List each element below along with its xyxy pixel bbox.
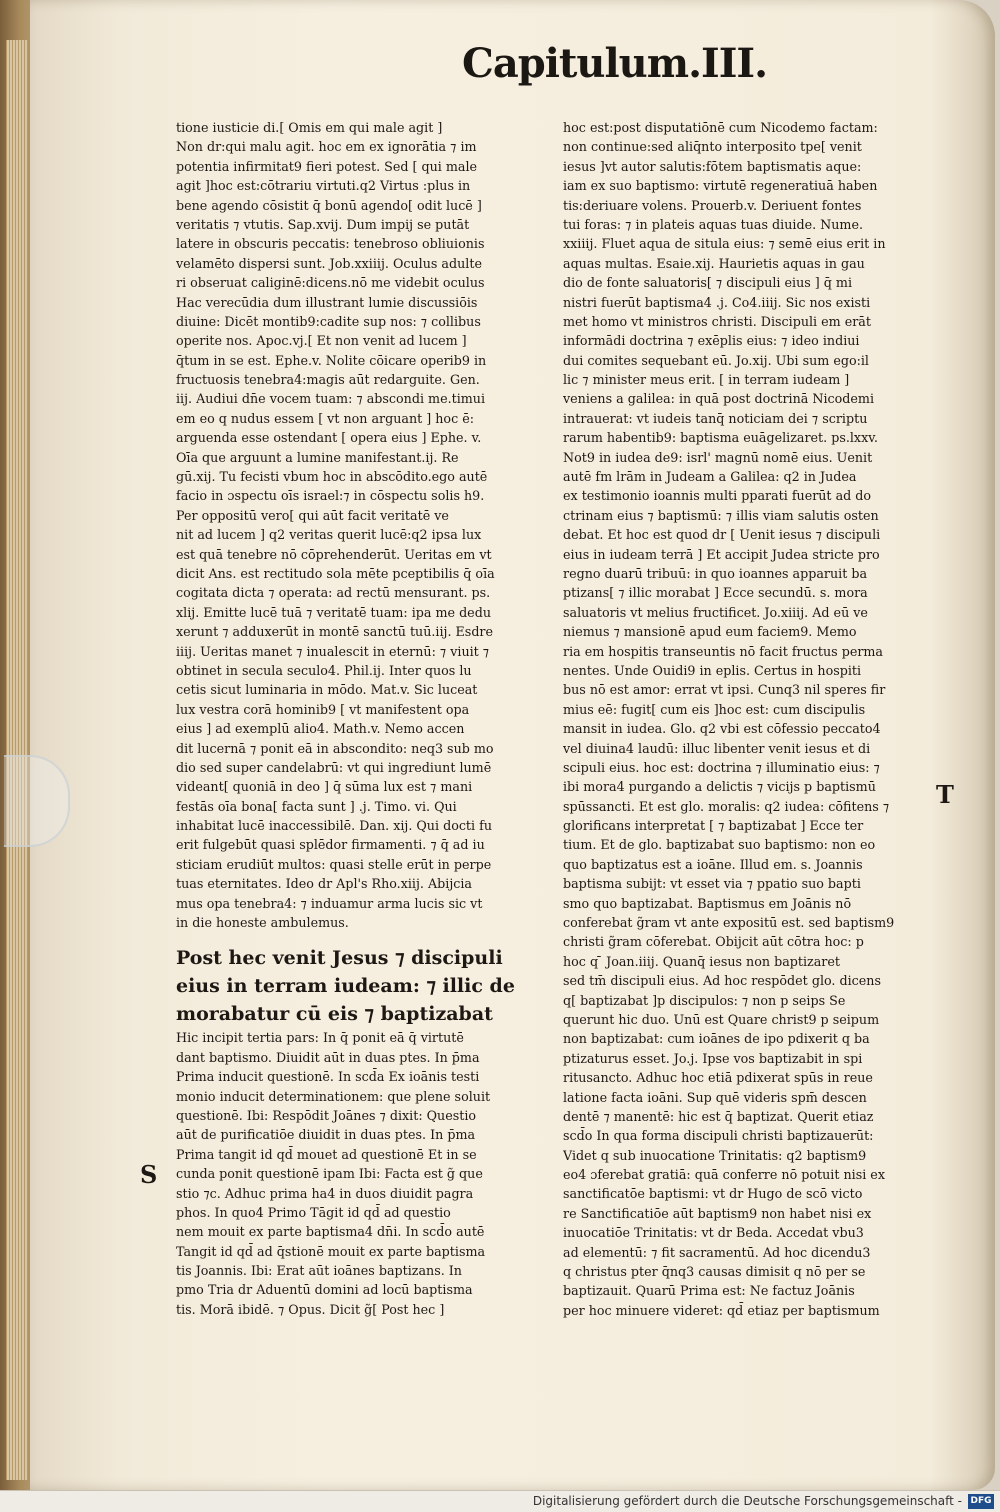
text-line: morabatur cū eis ⁊ baptizabat (176, 1003, 493, 1026)
text-line: Oīa que arguunt a lumine manifestant.ij. Re (176, 449, 459, 465)
text-line: inuocatiōe Trinitatis: vt dr Beda. Accedat vbu3 (563, 1225, 864, 1241)
text-line: ad elementū: ⁊ fit sacramentū. Ad hoc dicendu3 (563, 1244, 871, 1260)
text-line: aquas multas. Esaie.xij. Haurietis aquas in gau (563, 255, 865, 271)
text-line: q[ baptizabat ]p discipulos: ⁊ non p seips Se (563, 992, 846, 1008)
text-line: niemus ⁊ mansionē apud eum faciem9. Memo (563, 624, 857, 640)
text-line: intrauerat: vt iudeis tanq̄ noticiam dei ⁊ scriptu (563, 410, 868, 426)
text-line: ibi mora4 purgando a delictis ⁊ vicijs p baptismū (563, 779, 876, 795)
text-line: xerunt ⁊ adduxerūt in montē sanctū tuū.iij. Esdre (176, 624, 494, 640)
text-line: in die honeste ambulemus. (176, 915, 349, 931)
text-line: inhabitat lucē inaccessibilē. Dan. xij. Qui docti fu (176, 818, 492, 834)
text-line: festās oīa bona[ facta sunt ] .j. Timo. vi. Qui (176, 798, 457, 814)
text-line: Non dr:qui malu agit. hoc em ex ignorātia ⁊ im (176, 139, 477, 155)
footer-bar (0, 1490, 1000, 1512)
text-line: veniens a galilea: in quā post doctrinā Nicodemi (563, 391, 874, 407)
bookmark-clip (4, 755, 70, 847)
text-line: dant baptismo. Diuidit aūt in duas ptes. In p̄ma (176, 1049, 480, 1065)
text-line: vel diuina4 laudū: illuc libenter venit iesus et di (563, 740, 871, 756)
text-line: scipuli eius. hoc est: doctrina ⁊ illuminatio eius: ⁊ (563, 759, 880, 775)
text-line: tium. Et de glo. baptizabat suo baptismo: non eo (563, 837, 876, 853)
text-line: iam ex suo baptismo: virtutē regeneratiuā haben (563, 178, 878, 194)
text-line: bus nō est amor: errat vt ipsi. Cunq3 nil speres fir (563, 682, 886, 698)
text-line: xxiiij. Fluet aqua de situla eius: ⁊ semē eius erit in (563, 236, 886, 252)
text-line: Per oppositū vero[ qui aūt facit veritatē ve (176, 507, 449, 523)
text-line: ptizaturus esset. Jo.j. Ipse vos baptizabit in spi (563, 1050, 863, 1066)
text-line: non continue:sed aliq̄nto interposito tpe[ venit (563, 139, 862, 155)
text-line: dicit Ans. est rectitudo sola mēte pceptibilis q̄ oīa (176, 565, 495, 581)
text-line: conferebat g̃ram vt ante expositū est. sed baptism9 (563, 915, 895, 931)
text-line: mius eē: fugit[ cum eis ]hoc est: cum discipulis (563, 701, 866, 717)
text-line: latere in obscuris peccatis: tenebroso obliuionis (176, 236, 485, 252)
text-line: re Sanctificatiōe aūt baptism9 non habet nisi ex (563, 1205, 872, 1221)
text-line: dui comites sequebant eū. Jo.xij. Ubi sum ego:il (563, 352, 869, 368)
text-line: tuas eternitates. Ideo dr Apl's Rho.xiij. Abijcia (176, 876, 472, 892)
text-line: met homo vt ministros christi. Discipuli em erāt (563, 313, 871, 329)
text-line: nem mouit ex parte baptisma4 dn̄i. In scd̄o autē (176, 1224, 485, 1240)
text-line: sed tm̄ discipuli eius. Ad hoc respōdet glo. dicens (563, 973, 881, 989)
text-line: regno duarū tribuū: in quo ioannes apparuit ba (563, 565, 868, 581)
text-line: q christus pter q̄nq3 causas dimisit q nō per se (563, 1264, 866, 1280)
text-line: agit ]hoc est:cōtrariu virtuti.q2 Virtus :plus in (176, 178, 471, 194)
margin-mark-right: T (936, 780, 954, 809)
text-line: fructuosis tenebra4:magis aūt redarguite. Gen. (176, 372, 480, 388)
text-line: nentes. Unde Ouidi9 in eplis. Certus in hospiti (563, 662, 862, 678)
text-line: iij. Audiui dn̄e vocem tuam: ⁊ abscondi me.timui (176, 391, 486, 407)
text-line: nistri fuerūt baptisma4 .j. Co4.iiij. Sic nos existi (563, 294, 871, 310)
text-line: Videt q sub inuocatione Trinitatis: q2 baptism9 (563, 1147, 867, 1163)
text-line: eius ] ad exemplū alio4. Math.v. Nemo accen (176, 721, 465, 737)
text-line: iiij. Ueritas manet ⁊ inualescit in eternū: ⁊ viuit ⁊ (176, 643, 490, 659)
text-line: questionē. Ibi: Respōdit Joānes ⁊ dixit: Questio (176, 1107, 477, 1123)
text-line: per hoc minuere videret: qd̄ etiaz per baptismum (563, 1302, 880, 1318)
text-line: Tangit id qd̄ ad q̄stionē mouit ex parte baptisma (176, 1243, 486, 1259)
text-line: tis. Morā ibidē. ⁊ Opus. Dicit g̃[ Post hec ] (176, 1301, 445, 1317)
text-column-right (563, 118, 935, 1320)
text-line: Prima tangit id qd̄ mouet ad questionē Et in se (176, 1146, 477, 1162)
text-line: dio de fonte saluatoris[ ⁊ discipuli eius ] q̄ mi (563, 275, 853, 291)
text-line: christi g̃ram cōferebat. Obijcit aūt cōtra hoc: p (563, 934, 864, 950)
text-line: monio inducit determinationem: que plene soluit (176, 1088, 491, 1104)
text-line: dio sed super candelabrū: vt qui ingrediunt lumē (176, 759, 492, 775)
chapter-heading: Capitulum.III. (462, 40, 768, 87)
text-line: Prima inducit questionē. In scd̄a Ex ioānis testi (176, 1069, 480, 1085)
text-line: ex testimonio ioannis multi pparati fuerūt ad do (563, 488, 872, 504)
text-line: eius in iudeam terrā ] Et accipit Judea stricte pro (563, 546, 880, 562)
text-line: nit ad lucem ] q2 veritas querit lucē:q2 ipsa lux (176, 527, 482, 543)
text-line: rarum habentib9: baptisma euāgelizaret. ps.lxxv. (563, 430, 878, 446)
text-line: tis:deriuare volens. Prouerb.v. Deriuent fontes (563, 197, 862, 213)
text-line: lux vestra corā hominib9 [ vt manifestent opa (176, 701, 470, 717)
text-line: arguenda esse ostendant [ opera eius ] Ephe. v. (176, 430, 482, 446)
text-line: xlij. Emitte lucē tuā ⁊ veritatē tuam: ipa me dedu (176, 604, 491, 620)
text-line: Hic incipit tertia pars: In q̄ ponit eā q̄ virtutē (176, 1030, 464, 1046)
text-line: Post hec venit Jesus ⁊ discipuli (176, 947, 503, 970)
text-line: Hac verecūdia dum illustrant lumie discussiōis (176, 294, 478, 310)
text-line: phos. In quo4 Primo Tāgit id qd̄ ad questio (176, 1204, 451, 1220)
text-line: diuine: Dicēt montib9:cadite sup nos: ⁊ collibus (176, 313, 481, 329)
text-line: sticiam erudiūt multos: quasi stelle erūt in perpe (176, 856, 492, 872)
text-line: cogitata dicta ⁊ operata: ad rectū mensurant. ps. (176, 585, 491, 601)
text-line: pmo Tria dr Aduentū domini ad locū baptisma (176, 1282, 473, 1298)
text-line: quo baptizatus est a ioāne. Illud em. s. Joannis (563, 856, 863, 872)
text-line: autē fm lrām in Judeam a Galilea: q2 in Judea (563, 469, 857, 485)
text-line: velamēto dispersi sunt. Job.xxiiij. Oculus adulte (176, 255, 482, 271)
text-line: baptizauit. Quarū Prima est: Ne factuz Joānis (563, 1283, 855, 1299)
text-line: mus opa tenebra4: ⁊ induamur arma lucis sic vt (176, 895, 483, 911)
text-line: saluatoris vt melius fructificet. Jo.xiiij. Ad eū ve (563, 604, 868, 620)
paragraph-gap (176, 932, 536, 944)
text-line: latione facta ioāni. Sup quē videris spm̄ descen (563, 1089, 867, 1105)
text-line: eius in terram iudeam: ⁊ illic de (176, 975, 515, 998)
text-line: tui foras: ⁊ in plateis aquas tuas diuide. Nume. (563, 216, 863, 232)
text-line: q̄tum in se est. Ephe.v. Nolite cōicare operib9 in (176, 352, 487, 368)
text-line: spūssancti. Et est glo. moralis: q2 iudea: cōfitens ⁊ (563, 798, 890, 814)
text-line: aūt de purificatiōe diuidit in duas ptes. In p̄ma (176, 1127, 476, 1143)
text-line: mansit in iudea. Glo. q2 vbi est cōfessio peccato4 (563, 721, 881, 737)
text-line: em eo q nudus essem [ vt non arguant ] hoc ē: (176, 410, 474, 426)
text-line: debat. Et hoc est quod dr [ Uenit iesus ⁊ discipuli (563, 527, 881, 543)
text-line: cunda ponit questionē ipam Ibi: Facta est g̃ que (176, 1166, 483, 1182)
text-line: sanctificatōe baptismi: vt dr Hugo de scō victo (563, 1186, 863, 1202)
text-line: cetis sicut luminaria in mōdo. Mat.v. Sic luceat (176, 682, 478, 698)
text-line: non baptizabat: cum ioānes de ipo pdixerit q ba (563, 1031, 870, 1047)
text-line: Not9 in iudea de9: isrl' magnū nomē eius. Uenit (563, 449, 873, 465)
text-line: smo quo baptizabat. Baptismus em Joānis nō (563, 895, 852, 911)
text-line: potentia infirmitat9 fieri potest. Sed [ qui male (176, 158, 478, 174)
margin-mark-left: S (140, 1160, 158, 1189)
text-line: baptisma subijt: vt esset via ⁊ ppatio suo bapti (563, 876, 861, 892)
text-line: ctrinam eius ⁊ baptismū: ⁊ illis viam salutis osten (563, 507, 879, 523)
text-line: facio in ɔspectu oīs israel:⁊ in cōspectu solis h9. (176, 488, 485, 504)
text-line: iesus ]vt autor salutis:fōtem baptismatis aque: (563, 158, 862, 174)
text-line: dit lucernā ⁊ ponit eā in abscondito: neq3 sub mo (176, 740, 494, 756)
footer-credit: Digitalisierung gefördert durch die Deutsche Forschungsgemeinschaft - (532, 1494, 962, 1508)
text-line: ria em hospitis transeuntis nō facit fructus perma (563, 643, 883, 659)
text-line: ptizans[ ⁊ illic morabat ] Ecce secundū. s. mora (563, 585, 868, 601)
text-line: est quā tenebre nō cōprehenderūt. Ueritas em vt (176, 546, 492, 562)
text-line: dentē ⁊ manentē: hic est q̄ baptizat. Querit etiaz (563, 1108, 874, 1124)
text-line: querunt hic duo. Unū est Quare christ9 p seipum (563, 1011, 880, 1027)
text-line: bene agendo cōsistit q̄ bonū agendo[ odit lucē ] (176, 197, 482, 213)
text-line: ritusancto. Adhuc hoc etiā pdixerat spūs in reue (563, 1070, 873, 1086)
text-line: veritatis ⁊ vtutis. Sap.xvij. Dum impij se putāt (176, 216, 470, 232)
text-line: tione iusticie di.[ Omis em qui male agit ] (176, 120, 443, 135)
text-line: informādi doctrina ⁊ exēplis eius: ⁊ ideo indiui (563, 333, 860, 349)
text-line: ri obseruat caliginē:dicens.nō me videbit oculus (176, 275, 485, 291)
text-line: stio ⁊c. Adhuc prima ha4 in duos diuidit pagra (176, 1185, 474, 1201)
text-line: hoc est:post disputatiōnē cum Nicodemo factam: (563, 120, 878, 135)
text-line: gū.xij. Tu fecisti vbum hoc in abscōdito.ego autē (176, 469, 488, 485)
text-line: glorificans interpretat [ ⁊ baptizabat ] Ecce ter (563, 818, 864, 834)
text-line: erit fulgebūt quasi splēdor firmamenti. ⁊ q̄ ad iu (176, 837, 485, 853)
text-line: obtinet in secula seculo4. Phil.ij. Inter quos lu (176, 662, 472, 678)
text-line: lic ⁊ minister meus erit. [ in terram iudeam ] (563, 372, 850, 388)
text-line: hoc q ̄ Joan.iiij. Quanq̄ iesus non baptizaret (563, 953, 840, 969)
text-line: operite nos. Apoc.vj.[ Et non venit ad lucem ] (176, 333, 467, 349)
text-line: eo4 ɔferebat gratiā: quā conferre nō potuit nisi ex (563, 1167, 885, 1183)
text-line: tis Joannis. Ibi: Erat aūt ioānes baptizans. In (176, 1263, 462, 1279)
text-line: videant[ quoniā in deo ] q̄ sūma lux est ⁊ mani (176, 779, 473, 795)
text-column-left (176, 118, 536, 1319)
dfg-logo: DFG (968, 1494, 994, 1509)
text-line: scd̄o In qua forma discipuli christi baptizauerūt: (563, 1128, 874, 1144)
